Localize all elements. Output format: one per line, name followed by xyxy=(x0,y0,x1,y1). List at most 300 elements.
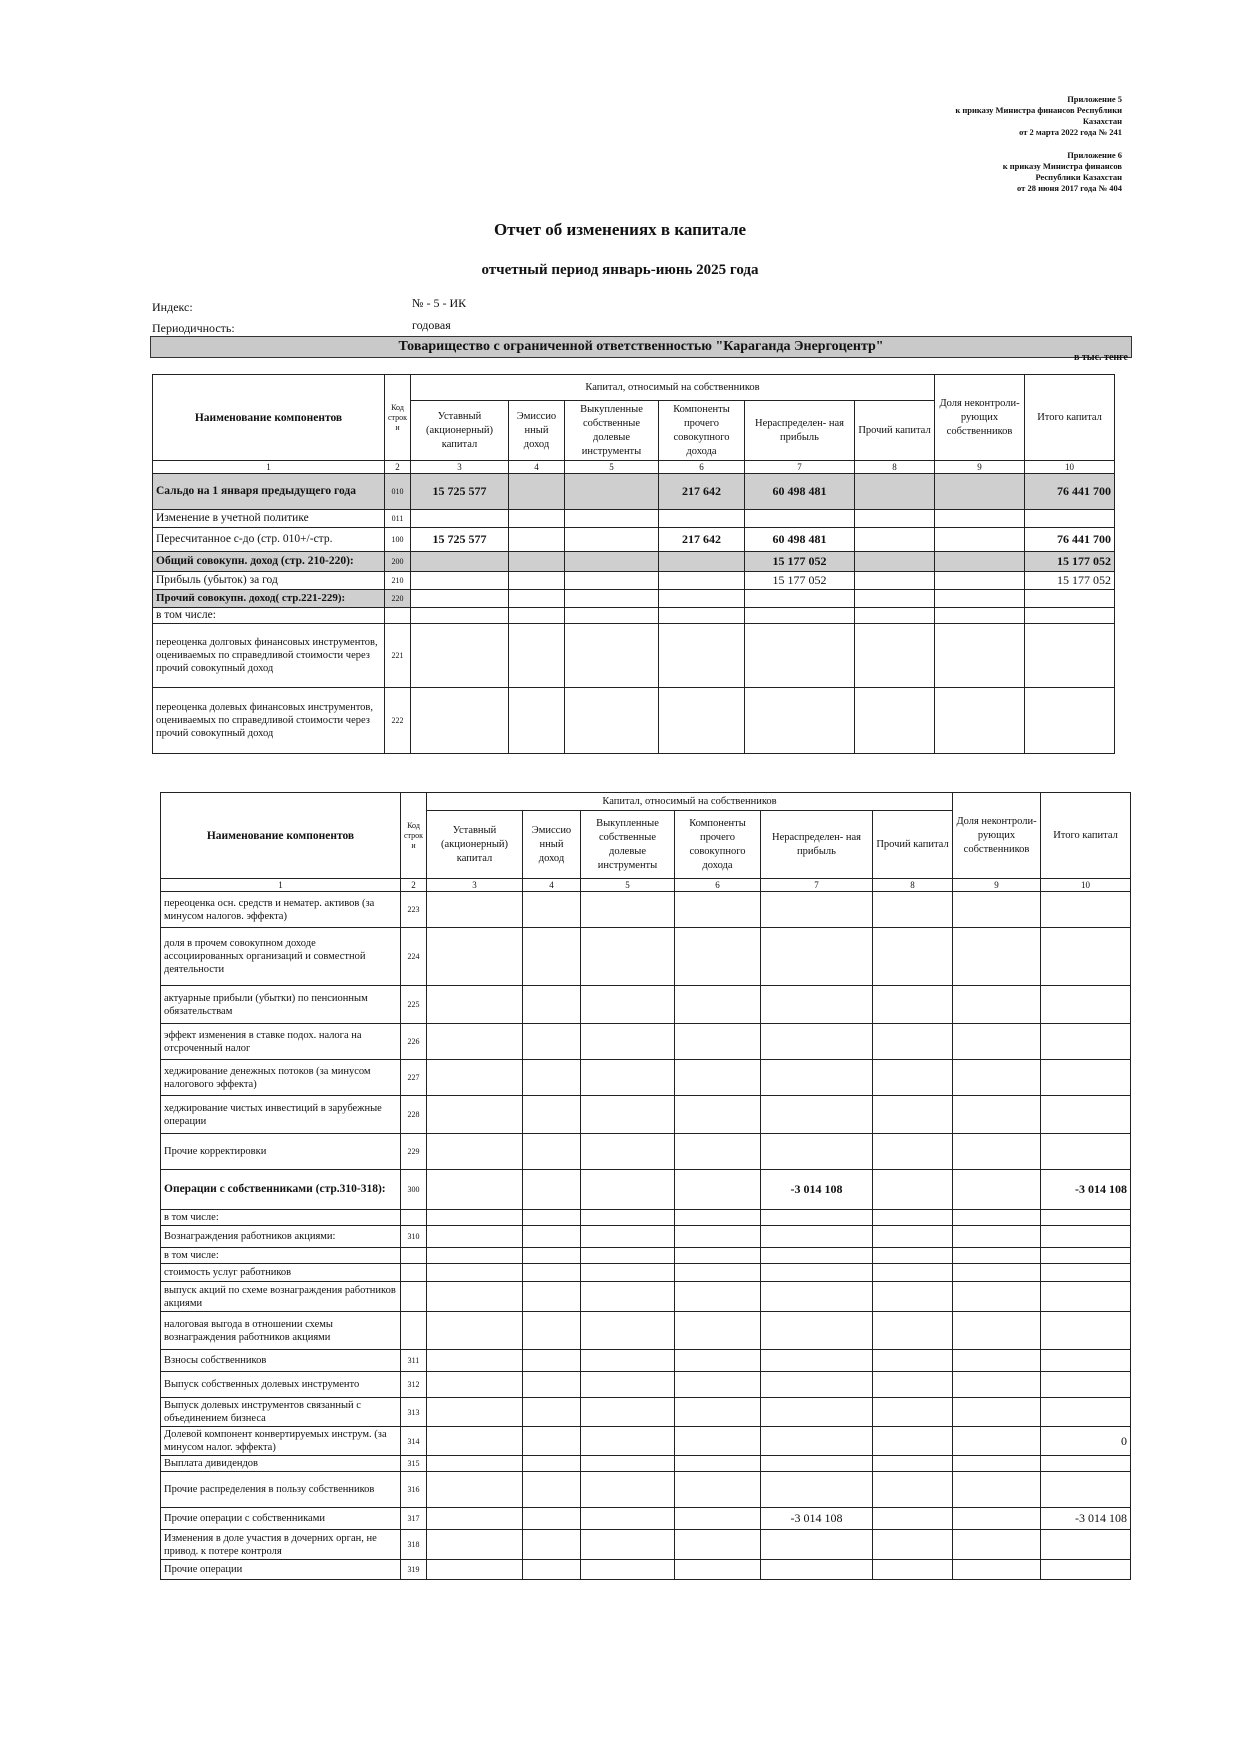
header-oci: Компоненты прочего совокупного дохода xyxy=(659,401,745,461)
col-num: 6 xyxy=(675,879,761,892)
row-label: Прочий совокупн. доход( стр.221-229): xyxy=(153,590,385,608)
cell-retained xyxy=(761,1282,873,1312)
cell-share-premium xyxy=(523,1530,581,1560)
cell-charter-capital xyxy=(427,1264,523,1282)
cell-retained: -3 014 108 xyxy=(761,1170,873,1210)
cell-retained xyxy=(761,1530,873,1560)
cell-other-capital xyxy=(873,1350,953,1372)
table-row xyxy=(161,1427,1131,1456)
row-label: Прочие операции xyxy=(161,1560,401,1580)
cell-oci xyxy=(659,590,745,608)
table-row xyxy=(161,1312,1131,1350)
row-label: Выпуск собственных долевых инструменто xyxy=(161,1372,401,1398)
cell-oci xyxy=(675,1060,761,1096)
column-number-row xyxy=(161,879,1131,892)
cell-share-premium xyxy=(509,528,565,552)
organization-name: Товарищество с ограниченной ответственностью "Караганда Энергоцентр" xyxy=(150,336,1132,358)
cell-other-capital xyxy=(873,1312,953,1350)
cell-treasury xyxy=(565,572,659,590)
cell-charter-capital: 15 725 577 xyxy=(411,474,509,510)
row-code: 200 xyxy=(385,552,411,572)
cell-treasury xyxy=(581,1282,675,1312)
cell-noncontrolling xyxy=(953,1456,1041,1472)
cell-retained: 15 177 052 xyxy=(745,552,855,572)
table-row xyxy=(161,1134,1131,1170)
cell-share-premium xyxy=(523,1134,581,1170)
cell-oci xyxy=(675,1210,761,1226)
cell-share-premium xyxy=(523,1508,581,1530)
cell-noncontrolling xyxy=(953,1350,1041,1372)
cell-treasury xyxy=(565,590,659,608)
cell-share-premium xyxy=(523,1350,581,1372)
row-code: 318 xyxy=(401,1530,427,1560)
row-label: хеджирование денежных потоков (за минусом налогового эффекта) xyxy=(161,1060,401,1096)
cell-oci xyxy=(659,552,745,572)
cell-share-premium xyxy=(523,1398,581,1427)
table-row xyxy=(161,1398,1131,1427)
cell-retained xyxy=(761,1372,873,1398)
cell-other-capital xyxy=(873,1560,953,1580)
row-code: 229 xyxy=(401,1134,427,1170)
cell-oci xyxy=(675,986,761,1024)
table-row xyxy=(153,688,1115,754)
cell-treasury xyxy=(581,1248,675,1264)
cell-retained xyxy=(761,1472,873,1508)
cell-share-premium xyxy=(523,1472,581,1508)
cell-retained xyxy=(745,590,855,608)
cell-charter-capital xyxy=(427,928,523,986)
cell-retained xyxy=(761,928,873,986)
cell-oci xyxy=(675,1350,761,1372)
table-row xyxy=(161,1170,1131,1210)
row-code: 317 xyxy=(401,1508,427,1530)
cell-charter-capital xyxy=(411,552,509,572)
cell-treasury xyxy=(565,528,659,552)
cell-retained xyxy=(761,986,873,1024)
cell-treasury xyxy=(581,1024,675,1060)
table-row xyxy=(161,1264,1131,1282)
cell-retained xyxy=(761,1210,873,1226)
cell-other-capital xyxy=(873,1456,953,1472)
col-num: 5 xyxy=(581,879,675,892)
table-row xyxy=(161,1456,1131,1472)
row-code: 319 xyxy=(401,1560,427,1580)
cell-retained xyxy=(761,1096,873,1134)
row-code: 223 xyxy=(401,892,427,928)
cell-treasury xyxy=(565,552,659,572)
table-row xyxy=(161,1096,1131,1134)
cell-oci xyxy=(675,1134,761,1170)
col-num: 2 xyxy=(401,879,427,892)
header-other-capital: Прочий капитал xyxy=(873,811,953,879)
cell-retained xyxy=(761,1312,873,1350)
cell-treasury xyxy=(581,986,675,1024)
appendix-line: Казахстан xyxy=(1082,116,1122,126)
row-code: 225 xyxy=(401,986,427,1024)
header-retained: Нераспределен- ная прибыль xyxy=(761,811,873,879)
cell-other-capital xyxy=(855,572,935,590)
col-num: 4 xyxy=(523,879,581,892)
row-label: стоимость услуг работников xyxy=(161,1264,401,1282)
cell-treasury xyxy=(581,1560,675,1580)
row-code: 226 xyxy=(401,1024,427,1060)
cell-oci xyxy=(675,1530,761,1560)
cell-share-premium xyxy=(523,1170,581,1210)
row-label: Прочие корректировки xyxy=(161,1134,401,1170)
cell-share-premium xyxy=(523,1248,581,1264)
row-label: Выпуск долевых инструментов связанный с объединением бизнеса xyxy=(161,1398,401,1427)
cell-other-capital xyxy=(873,1170,953,1210)
row-code: 311 xyxy=(401,1350,427,1372)
cell-oci xyxy=(675,1427,761,1456)
col-num: 10 xyxy=(1025,461,1115,474)
appendix-line: к приказу Министра финансов xyxy=(1002,161,1122,171)
header-code: Код строк и xyxy=(385,375,411,461)
cell-charter-capital xyxy=(427,986,523,1024)
cell-oci xyxy=(675,1398,761,1427)
table-row xyxy=(153,510,1115,528)
cell-charter-capital xyxy=(427,1472,523,1508)
cell-charter-capital xyxy=(427,1096,523,1134)
cell-noncontrolling xyxy=(953,1226,1041,1248)
appendix-line: Приложение 6 xyxy=(1067,150,1122,160)
appendix-line: Приложение 5 xyxy=(1067,94,1122,104)
row-code: 312 xyxy=(401,1372,427,1398)
cell-retained xyxy=(761,1398,873,1427)
cell-other-capital xyxy=(873,892,953,928)
cell-other-capital xyxy=(873,1248,953,1264)
cell-total xyxy=(1041,1398,1131,1427)
cell-share-premium xyxy=(523,1456,581,1472)
equity-table-top xyxy=(152,374,1115,754)
cell-treasury xyxy=(581,1264,675,1282)
row-code xyxy=(401,1210,427,1226)
header-name: Наименование компонентов xyxy=(161,793,401,879)
equity-table-bottom xyxy=(160,792,1131,1580)
report-period: отчетный период январь-июнь 2025 года xyxy=(481,262,759,278)
row-code: 011 xyxy=(385,510,411,528)
cell-oci xyxy=(675,1472,761,1508)
cell-other-capital xyxy=(855,474,935,510)
table-row xyxy=(161,892,1131,928)
cell-retained xyxy=(745,510,855,528)
col-num: 9 xyxy=(935,461,1025,474)
cell-total xyxy=(1041,1226,1131,1248)
cell-total: 15 177 052 xyxy=(1025,552,1115,572)
cell-noncontrolling xyxy=(953,1508,1041,1530)
cell-treasury xyxy=(581,1060,675,1096)
periodicity-label: Периодичность: xyxy=(152,321,235,335)
header-noncontrolling: Доля неконтроли- рующих собственников xyxy=(953,793,1041,879)
cell-retained xyxy=(761,1456,873,1472)
cell-total xyxy=(1041,1530,1131,1560)
cell-other-capital xyxy=(873,1282,953,1312)
cell-noncontrolling xyxy=(953,928,1041,986)
row-code xyxy=(385,608,411,624)
row-label: хеджирование чистых инвестиций в зарубежные операции xyxy=(161,1096,401,1134)
col-num: 7 xyxy=(745,461,855,474)
cell-retained xyxy=(761,1560,873,1580)
cell-other-capital xyxy=(873,928,953,986)
row-code: 310 xyxy=(401,1226,427,1248)
cell-noncontrolling xyxy=(935,572,1025,590)
cell-share-premium xyxy=(523,1024,581,1060)
table-row xyxy=(161,1350,1131,1372)
cell-noncontrolling xyxy=(953,1248,1041,1264)
cell-other-capital xyxy=(855,590,935,608)
table-row xyxy=(153,528,1115,552)
cell-total xyxy=(1041,1560,1131,1580)
row-label: Вознаграждения работников акциями: xyxy=(161,1226,401,1248)
row-code: 222 xyxy=(385,688,411,754)
cell-oci xyxy=(675,1456,761,1472)
col-num: 1 xyxy=(161,879,401,892)
col-num: 4 xyxy=(509,461,565,474)
cell-treasury xyxy=(581,1170,675,1210)
cell-treasury xyxy=(581,892,675,928)
periodicity-value: годовая xyxy=(412,318,451,332)
cell-noncontrolling xyxy=(935,510,1025,528)
cell-share-premium xyxy=(523,1210,581,1226)
row-label: актуарные прибыли (убытки) по пенсионным обязательствам xyxy=(161,986,401,1024)
table-row xyxy=(153,474,1115,510)
table-row xyxy=(161,1226,1131,1248)
cell-share-premium xyxy=(523,986,581,1024)
cell-treasury xyxy=(581,1427,675,1456)
col-num: 8 xyxy=(873,879,953,892)
row-label: выпуск акций по схеме вознаграждения работников акциями xyxy=(161,1282,401,1312)
cell-oci xyxy=(675,1226,761,1248)
table-row xyxy=(161,1024,1131,1060)
cell-share-premium xyxy=(523,928,581,986)
cell-other-capital xyxy=(873,1530,953,1560)
cell-treasury xyxy=(565,474,659,510)
cell-charter-capital xyxy=(427,1508,523,1530)
cell-noncontrolling xyxy=(953,1060,1041,1096)
table-row xyxy=(161,986,1131,1024)
col-num: 8 xyxy=(855,461,935,474)
cell-treasury xyxy=(581,1530,675,1560)
cell-share-premium xyxy=(523,1096,581,1134)
cell-total: -3 014 108 xyxy=(1041,1170,1131,1210)
row-label: Сальдо на 1 января предыдущего года xyxy=(153,474,385,510)
header-share-premium: Эмиссио нный доход xyxy=(523,811,581,879)
row-code: 100 xyxy=(385,528,411,552)
cell-charter-capital xyxy=(427,1398,523,1427)
cell-share-premium xyxy=(523,1427,581,1456)
units-note: в тыс. тенге xyxy=(1073,352,1128,363)
cell-total xyxy=(1041,1060,1131,1096)
cell-total xyxy=(1041,928,1131,986)
cell-charter-capital xyxy=(427,1282,523,1312)
header-name: Наименование компонентов xyxy=(153,375,385,461)
cell-total xyxy=(1041,1456,1131,1472)
header-treasury: Выкупленные собственные долевые инструменты xyxy=(565,401,659,461)
row-label: Взносы собственников xyxy=(161,1350,401,1372)
header-retained: Нераспределен- ная прибыль xyxy=(745,401,855,461)
cell-treasury xyxy=(581,1134,675,1170)
cell-treasury xyxy=(581,1096,675,1134)
cell-noncontrolling xyxy=(953,1170,1041,1210)
table-row xyxy=(153,608,1115,624)
cell-other-capital xyxy=(873,986,953,1024)
cell-noncontrolling xyxy=(953,986,1041,1024)
header-treasury: Выкупленные собственные долевые инструменты xyxy=(581,811,675,879)
col-num: 5 xyxy=(565,461,659,474)
cell-oci: 217 642 xyxy=(659,474,745,510)
row-code: 010 xyxy=(385,474,411,510)
row-code: 224 xyxy=(401,928,427,986)
cell-noncontrolling xyxy=(953,1024,1041,1060)
cell-treasury xyxy=(581,1350,675,1372)
cell-total: 76 441 700 xyxy=(1025,528,1115,552)
cell-retained xyxy=(761,1248,873,1264)
table-row xyxy=(161,1248,1131,1264)
cell-noncontrolling xyxy=(953,1398,1041,1427)
header-total: Итого капитал xyxy=(1041,793,1131,879)
cell-charter-capital xyxy=(427,1226,523,1248)
cell-oci xyxy=(675,1312,761,1350)
cell-noncontrolling xyxy=(953,1560,1041,1580)
cell-share-premium xyxy=(523,1282,581,1312)
cell-retained: 15 177 052 xyxy=(745,572,855,590)
cell-other-capital xyxy=(855,528,935,552)
cell-share-premium xyxy=(509,552,565,572)
cell-oci xyxy=(675,1508,761,1530)
table-row xyxy=(153,624,1115,688)
cell-noncontrolling xyxy=(953,1210,1041,1226)
cell-total xyxy=(1041,1024,1131,1060)
cell-noncontrolling xyxy=(935,474,1025,510)
cell-noncontrolling xyxy=(953,1282,1041,1312)
row-label: переоценка осн. средств и нематер. активов (за минусом налогов. эффекта) xyxy=(161,892,401,928)
cell-oci xyxy=(675,928,761,986)
cell-total xyxy=(1025,590,1115,608)
row-code: 210 xyxy=(385,572,411,590)
cell-noncontrolling xyxy=(953,1264,1041,1282)
row-label: Операции с собственниками (стр.310-318): xyxy=(161,1170,401,1210)
cell-share-premium xyxy=(523,1372,581,1398)
row-code: 315 xyxy=(401,1456,427,1472)
cell-retained: -3 014 108 xyxy=(761,1508,873,1530)
cell-oci xyxy=(675,1248,761,1264)
cell-oci xyxy=(675,1264,761,1282)
row-label: Прочие операции с собственниками xyxy=(161,1508,401,1530)
cell-total: 15 177 052 xyxy=(1025,572,1115,590)
cell-retained: 60 498 481 xyxy=(745,474,855,510)
cell-share-premium xyxy=(523,1226,581,1248)
cell-retained xyxy=(761,1264,873,1282)
cell-share-premium xyxy=(523,1560,581,1580)
cell-treasury xyxy=(581,1312,675,1350)
cell-charter-capital xyxy=(427,1024,523,1060)
col-num: 2 xyxy=(385,461,411,474)
cell-oci xyxy=(675,1560,761,1580)
row-code xyxy=(401,1264,427,1282)
table-row xyxy=(161,1530,1131,1560)
col-num: 1 xyxy=(153,461,385,474)
row-code xyxy=(401,1312,427,1350)
cell-total xyxy=(1041,1282,1131,1312)
cell-retained xyxy=(761,1060,873,1096)
cell-charter-capital xyxy=(427,1372,523,1398)
cell-noncontrolling xyxy=(953,1096,1041,1134)
cell-oci xyxy=(675,1282,761,1312)
row-code: 314 xyxy=(401,1427,427,1456)
cell-share-premium xyxy=(509,572,565,590)
cell-share-premium xyxy=(509,510,565,528)
header-capital-group: Капитал, относимый на собственников xyxy=(427,793,953,811)
cell-retained xyxy=(761,1350,873,1372)
cell-retained: 60 498 481 xyxy=(745,528,855,552)
header-other-capital: Прочий капитал xyxy=(855,401,935,461)
cell-total xyxy=(1041,1350,1131,1372)
cell-total xyxy=(1041,1312,1131,1350)
row-label: в том числе: xyxy=(153,608,385,624)
table-row xyxy=(161,1210,1131,1226)
col-num: 10 xyxy=(1041,879,1131,892)
cell-other-capital xyxy=(873,1372,953,1398)
row-code: 221 xyxy=(385,624,411,688)
cell-charter-capital: 15 725 577 xyxy=(411,528,509,552)
row-label: эффект изменения в ставке подох. налога на отсроченный налог xyxy=(161,1024,401,1060)
cell-noncontrolling xyxy=(935,528,1025,552)
cell-oci xyxy=(675,1096,761,1134)
cell-other-capital xyxy=(873,1472,953,1508)
header-code: Код строк и xyxy=(401,793,427,879)
cell-oci: 217 642 xyxy=(659,528,745,552)
table-row xyxy=(161,928,1131,986)
table-row xyxy=(161,1508,1131,1530)
cell-other-capital xyxy=(873,1060,953,1096)
cell-noncontrolling xyxy=(953,1530,1041,1560)
cell-oci xyxy=(659,510,745,528)
row-code xyxy=(401,1282,427,1312)
col-num: 6 xyxy=(659,461,745,474)
cell-other-capital xyxy=(873,1210,953,1226)
cell-oci xyxy=(675,892,761,928)
cell-noncontrolling xyxy=(953,1427,1041,1456)
cell-noncontrolling xyxy=(935,552,1025,572)
row-label: Прибыль (убыток) за год xyxy=(153,572,385,590)
cell-share-premium xyxy=(523,1060,581,1096)
row-code: 313 xyxy=(401,1398,427,1427)
cell-charter-capital xyxy=(427,1312,523,1350)
cell-total xyxy=(1041,1134,1131,1170)
cell-total xyxy=(1041,1096,1131,1134)
header-share-premium: Эмиссио нный доход xyxy=(509,401,565,461)
cell-charter-capital xyxy=(427,1248,523,1264)
row-label: переоценка долговых финансовых инструментов, оцениваемых по справедливой стоимости через прочий совокупный доход xyxy=(153,624,385,688)
row-code: 227 xyxy=(401,1060,427,1096)
row-label: доля в прочем совокупном доходе ассоциированных организаций и совместной деятельности xyxy=(161,928,401,986)
cell-treasury xyxy=(581,1372,675,1398)
table-row xyxy=(153,552,1115,572)
header-charter-capital: Уставный (акционерный) капитал xyxy=(427,811,523,879)
header-noncontrolling: Доля неконтроли- рующих собственников xyxy=(935,375,1025,461)
cell-charter-capital xyxy=(427,1350,523,1372)
cell-treasury xyxy=(565,510,659,528)
cell-retained xyxy=(761,1024,873,1060)
cell-noncontrolling xyxy=(953,1472,1041,1508)
cell-noncontrolling xyxy=(953,1134,1041,1170)
cell-charter-capital xyxy=(427,1170,523,1210)
appendix-line: Республики Казахстан xyxy=(1035,172,1122,182)
cell-other-capital xyxy=(873,1134,953,1170)
cell-total xyxy=(1041,1210,1131,1226)
cell-noncontrolling xyxy=(953,892,1041,928)
cell-total xyxy=(1041,892,1131,928)
